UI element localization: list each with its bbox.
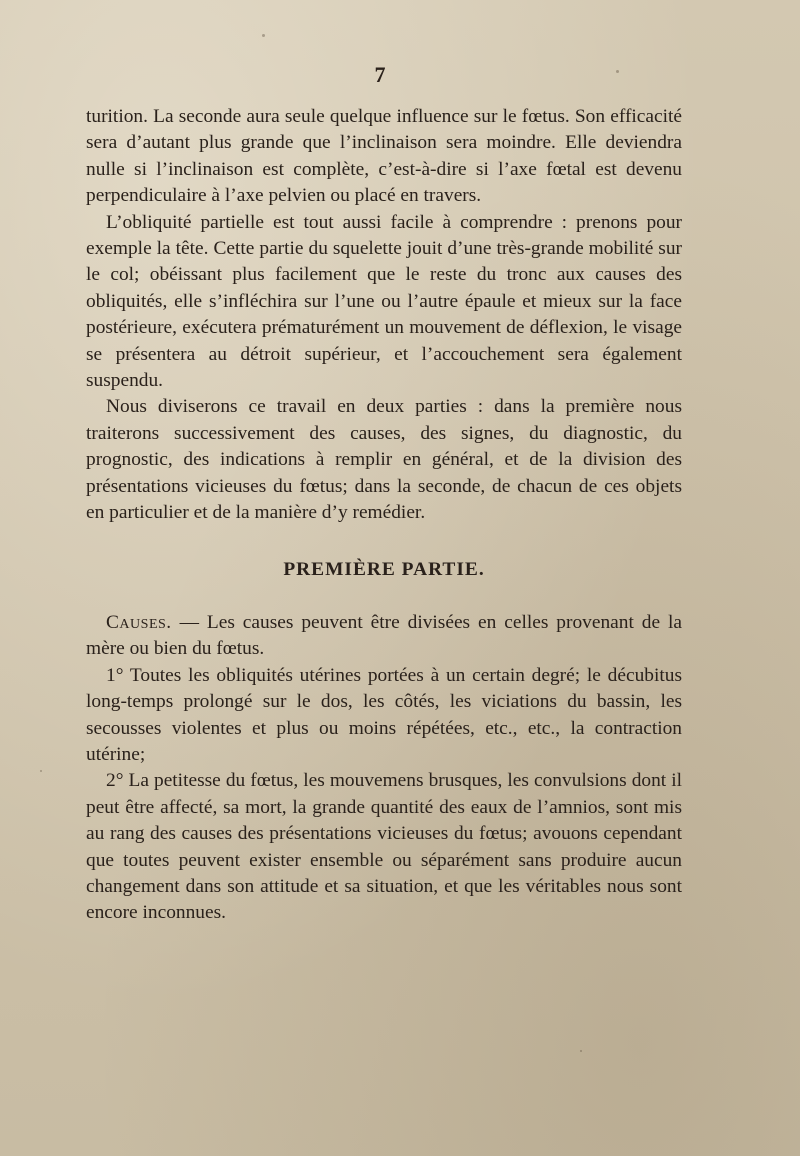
paper-speck <box>616 70 619 73</box>
page-number: 7 <box>374 62 386 87</box>
list-item-fetal-causes: 2° La petitesse du fœtus, les mouvemens brusques, les convulsions dont il peut être affecté, sa mort, la grande quantité des eaux de l’amnios, sont mis au rang des causes des présentations vicieuses du fœtus; avouons cependant que toutes peuvent exister ensemble ou séparément sans produire aucun changement dans son attitude et sa situation, et que les véritables nous sont encore inconnues. <box>86 770 682 924</box>
paragraph-causes <box>86 610 682 663</box>
paragraph-plan: Nous diviserons ce travail en deux parties : dans la première nous traiterons successivement des causes, des signes, du diagnostic, du prognostic, des indications à remplir en général, et de la division des présentations vicieuses du fœtus; dans la seconde, de chacun de ces objets en particulier et de la manière d’y remédier. <box>86 396 682 524</box>
section-heading: PREMIÈRE PARTIE. <box>283 558 485 580</box>
body-text <box>86 104 682 927</box>
causes-text: — Les causes peuvent être divisées en celles provenant de la mère ou bien du fœtus. <box>86 611 682 660</box>
paragraph-continuation: turition. La seconde aura seule quelque influence sur le fœtus. Son efficacité sera d’autant plus grande que l’inclinaison sera moindre. Elle deviendra nulle si l’inclinaison est complète, c’est-à-dire si l’axe fœtal est devenu perpendiculaire à l’axe pelvien ou placé en travers. <box>86 106 682 207</box>
list-item-maternal-causes: 1° Toutes les obliquités utérines portées à un certain degré; le décubitus long-temps prolongé sur le dos, les côtés, les viciations du bassin, les secousses violentes et plus ou moins répétées, etc., etc., la contraction utérine; <box>86 664 682 765</box>
paragraph-partial-obliquity: L’obliquité partielle est tout aussi facile à comprendre : prenons pour exemple la tête. Cette partie du squelette jouit d’une très-grande mobilité sur le col; obéissant plus facilement que le reste du tronc aux causes des obliquités, elle s’infléchira sur l’une ou l’autre épaule et mieux sur la face postérieure, exécutera prématurément un mouvement de déflexion, le visage se présentera au détroit supérieur, et l’accouchement sera également suspendu. <box>86 211 682 392</box>
causes-label: Causes. <box>106 611 172 633</box>
paper-speck <box>580 1050 582 1052</box>
paper-speck <box>262 34 265 37</box>
paper-speck <box>40 770 42 772</box>
